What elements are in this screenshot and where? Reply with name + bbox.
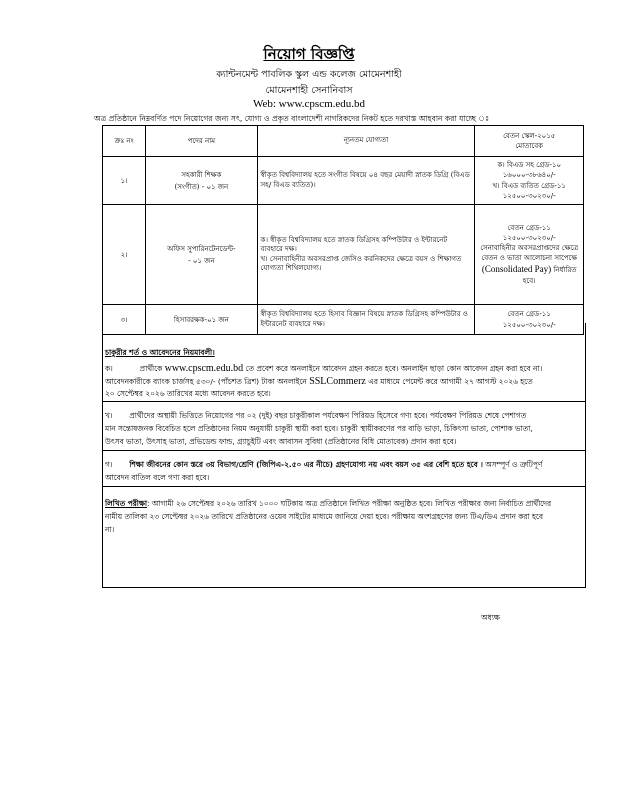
rule-kh-line2: মান সন্তোষজনক বিবেচিত হলে প্রতিষ্ঠানের নিয়ম অনুযায়ী চাকুরী স্থায়ী করা হবে। চাকুরী স্থায়ীকরণের পর বাড়ি ভাড়া, চিকিৎসা ভাতা, পোশাক ভাতা, (105, 424, 533, 433)
row-qualification: স্বীকৃত বিশ্ববিদ্যালয় হতে হিসাব বিজ্ঞান বিষয়ে স্নাতক ডিগ্রিসহ কম্পিউটার ও ইন্টারনেট ব্যবহারে দক্ষ। (257, 305, 475, 335)
post-name-line2: - ০১ জন (188, 256, 215, 265)
row-qualification: স্বীকৃত বিশ্ববিদ্যালয় হতে সংগীত বিষয়ে ০৪ বছর মেয়াদী স্নাতক ডিগ্রি (বিএড সহ/ বিএড ব্যতিত)। (257, 157, 475, 205)
rule-kh-line1 (105, 411, 526, 423)
post-name-line1: অফিস সুপারিনটেনডেন্ট- (167, 244, 236, 253)
row-serial: ৩। (103, 305, 146, 335)
rule-kh-label: খ। (105, 411, 113, 420)
pay-line: ১২৫০০-৩০২৩০/- (502, 233, 556, 242)
sslcommerz-text: SSLCommerz (309, 376, 366, 387)
consolidated-pay: (Consolidated Pay) (481, 264, 552, 275)
exam-line3: না। (105, 525, 115, 534)
rule-k-pre: প্রার্থীকে (139, 364, 163, 373)
exam-line1 (105, 499, 551, 511)
row-post-name (146, 205, 257, 305)
row-post-name (146, 157, 257, 205)
pay-line: ১২৫০০-৩০২৩০/- (502, 320, 556, 329)
pay-line: ১৬০০০-৩৮৬৪০/- (502, 171, 556, 180)
table-row (103, 205, 584, 305)
rule-g-line1 (105, 460, 542, 472)
rule-g-bold: শিক্ষা জীবনের কোন স্তরে ৩য় বিভাগ/শ্রেণি (জিপিএ-২.৫০ এর নীচে) গ্রহণযোগ্য নয় এবং বয়স ৩৫ এর বেশি হতে হবে । (129, 460, 483, 469)
exam-line2: নামীয় তালিকা ২৩ সেপ্টেম্বর ২০২৬ তারিখে প্রতিষ্ঠানের ওয়েব সাইটের মাধ্যমে জানিয়ে দেয়া হবে। পরীক্ষায় অংশগ্রহণের জন্য টিএ/ডিএ প্রদান করা হবে (105, 512, 543, 521)
exam-text: : আগামী ২৬ সেপ্টেম্বর ২০২৬ তারিখ ১০০০ ঘটিকায় অত্র প্রতিষ্ঠানে লিখিত পরীক্ষা অনুষ্ঠিত হবে। লিখিত পরীক্ষার জন্য নির্বাচিত প্রার্থীদের (147, 499, 552, 508)
rule-divider (103, 486, 585, 487)
apply-website-link[interactable]: www.cpscm.edu.bd (164, 363, 244, 374)
pay-line: ১২৫০০-৩০২৩০/- (502, 191, 556, 200)
pay-line: খ। বিএড ব্যতিত গ্রেড-১১ (492, 181, 566, 190)
pay-scale-line2: মোতাবেক (515, 142, 544, 150)
row-post-name: হিসাবরক্ষক-০১ জন (146, 305, 257, 335)
rule-g-label: গ। (105, 460, 113, 469)
rule-k-label: ক। (105, 364, 113, 373)
table-header-row (103, 126, 584, 157)
exam-label: লিখিত পরীক্ষা (105, 499, 148, 508)
intro-text: অত্র প্রতিষ্ঠানে নিম্নবর্ণিত পদে নিয়োগের জন্য সৎ, যোগ্য ও প্রকৃত বাংলাদেশী নাগরিকদের নিকট হতে দরখাস্ত আহবান করা যাচ্ছে ঃ (94, 114, 490, 123)
rule-kh-line3: উৎসব ভাতা, উৎসাহ ভাতা, প্রভিডেন্ড ফান্ড, গ্র্যাচুইটি এবং আবাসন সুবিধা (প্রতিষ্ঠানের বিধি মোতাবেক) প্রদান করা হবে। (105, 437, 457, 446)
table-row (103, 157, 584, 205)
qualification-a: ক। স্বীকৃত বিশ্ববিদ্যালয় হতে স্নাতক ডিগ্রিসহ কম্পিউটার ও ইন্টারনেট ব্যবহারে দক্ষ। (260, 235, 448, 254)
row-pay (475, 157, 584, 205)
row-serial: ২। (103, 205, 146, 305)
rule-g-line2: আবেদন বাতিল বলে গণ্য করা হবে। (105, 473, 210, 482)
website-line: Web: www.cpscm.edu.bd (252, 98, 366, 110)
rule-k-line1 (105, 363, 542, 376)
pay-line: বেতন গ্রেড-১১ (507, 310, 551, 319)
posts-table (102, 125, 584, 335)
qualification-b: খ। সেনাবাহিনীর অবসরপ্রাপ্ত জেসিও করনিকদের ক্ষেত্রে বয়স ও শিক্ষাগত যোগ্যতা শিথিলযোগ্য। (260, 254, 462, 272)
rule-k-line2-post: এর মাধ্যমে পেমেন্ট করে আগামী ২৭ আগস্ট ২০২৬ হতে (368, 377, 533, 386)
header-post-name: পদের নাম (146, 126, 257, 157)
notice-title: নিয়োগ বিজ্ঞপ্তি (263, 45, 355, 63)
rule-k-line2 (105, 376, 533, 389)
pay-note: নির্ধারিত হবে। (522, 266, 577, 286)
rules-box (102, 323, 586, 588)
post-name-line2: (সংগীত) - ০১ জন (174, 182, 229, 191)
rule-divider (103, 401, 585, 402)
row-qualification (257, 205, 475, 305)
pay-scale-line1: বেতন স্কেল-২০১৫ (503, 131, 556, 140)
principal-signature: অধ্যক্ষ (481, 613, 500, 622)
rule-k-line3: ২০ সেপ্টেম্বর ২০২৬ তারিখের মধ্যে আবেদন করতে হবে। (105, 389, 271, 398)
organization-name: ক্যান্টনমেন্ট পাবলিক স্কুল এন্ড কলেজ মোমেনশাহী (216, 69, 402, 80)
row-pay (475, 205, 584, 305)
rule-divider (103, 450, 585, 451)
row-serial: ১। (103, 157, 146, 205)
organization-location: মোমেনশাহী সেনানিবাস (265, 85, 353, 96)
rule-g-post: অসম্পূর্ণ ও ত্রুটিপূর্ণ (485, 460, 543, 469)
pay-line: বেতন গ্রেড-১১ (507, 223, 551, 232)
pay-line (478, 263, 580, 286)
header-serial: ক্রঃ নং (103, 126, 146, 157)
post-name-line1: সহকারী শিক্ষক (181, 170, 222, 179)
rule-k-post: তে প্রবেশ করে অনলাইনে আবেদন গ্রহন করতে হবে। অনলাইন ছাড়া কোন আবেদন গ্রহন করা হবে না। (245, 364, 543, 373)
header-pay-scale (475, 126, 584, 157)
pay-line: ক। বিএড সহ গ্রেড-১০ (497, 161, 561, 170)
header-qualification: ন্যূনতম যোগ্যতা (257, 126, 475, 157)
rules-heading: চাকুরীর শর্ত ও আবেদনের নিয়মাবলী। (105, 348, 215, 357)
pay-line: সেনাবাহিনীর অবসরপ্রাপ্তদের ক্ষেত্রে বেতন ও ভাতা আলোচনা সাপেক্ষে (480, 243, 579, 263)
rule-k-line2-pre: আবেদনকারীকে ব্যাংক চার্জসহ ৫৩০/- (পাঁচশত ত্রিশ) টাকা অনলাইনে (105, 377, 307, 386)
rule-kh-text: প্রার্থীদের অস্থায়ী ভিত্তিতে নিয়োগের পর ০২ (দুই) বছর চাকুরীকাল পর্যবেক্ষণ পিরিয়ড হিসেবে গণ্য হবে। পর্যবেক্ষণ পিরিয়ড শেষে পেশাগত (129, 411, 527, 420)
